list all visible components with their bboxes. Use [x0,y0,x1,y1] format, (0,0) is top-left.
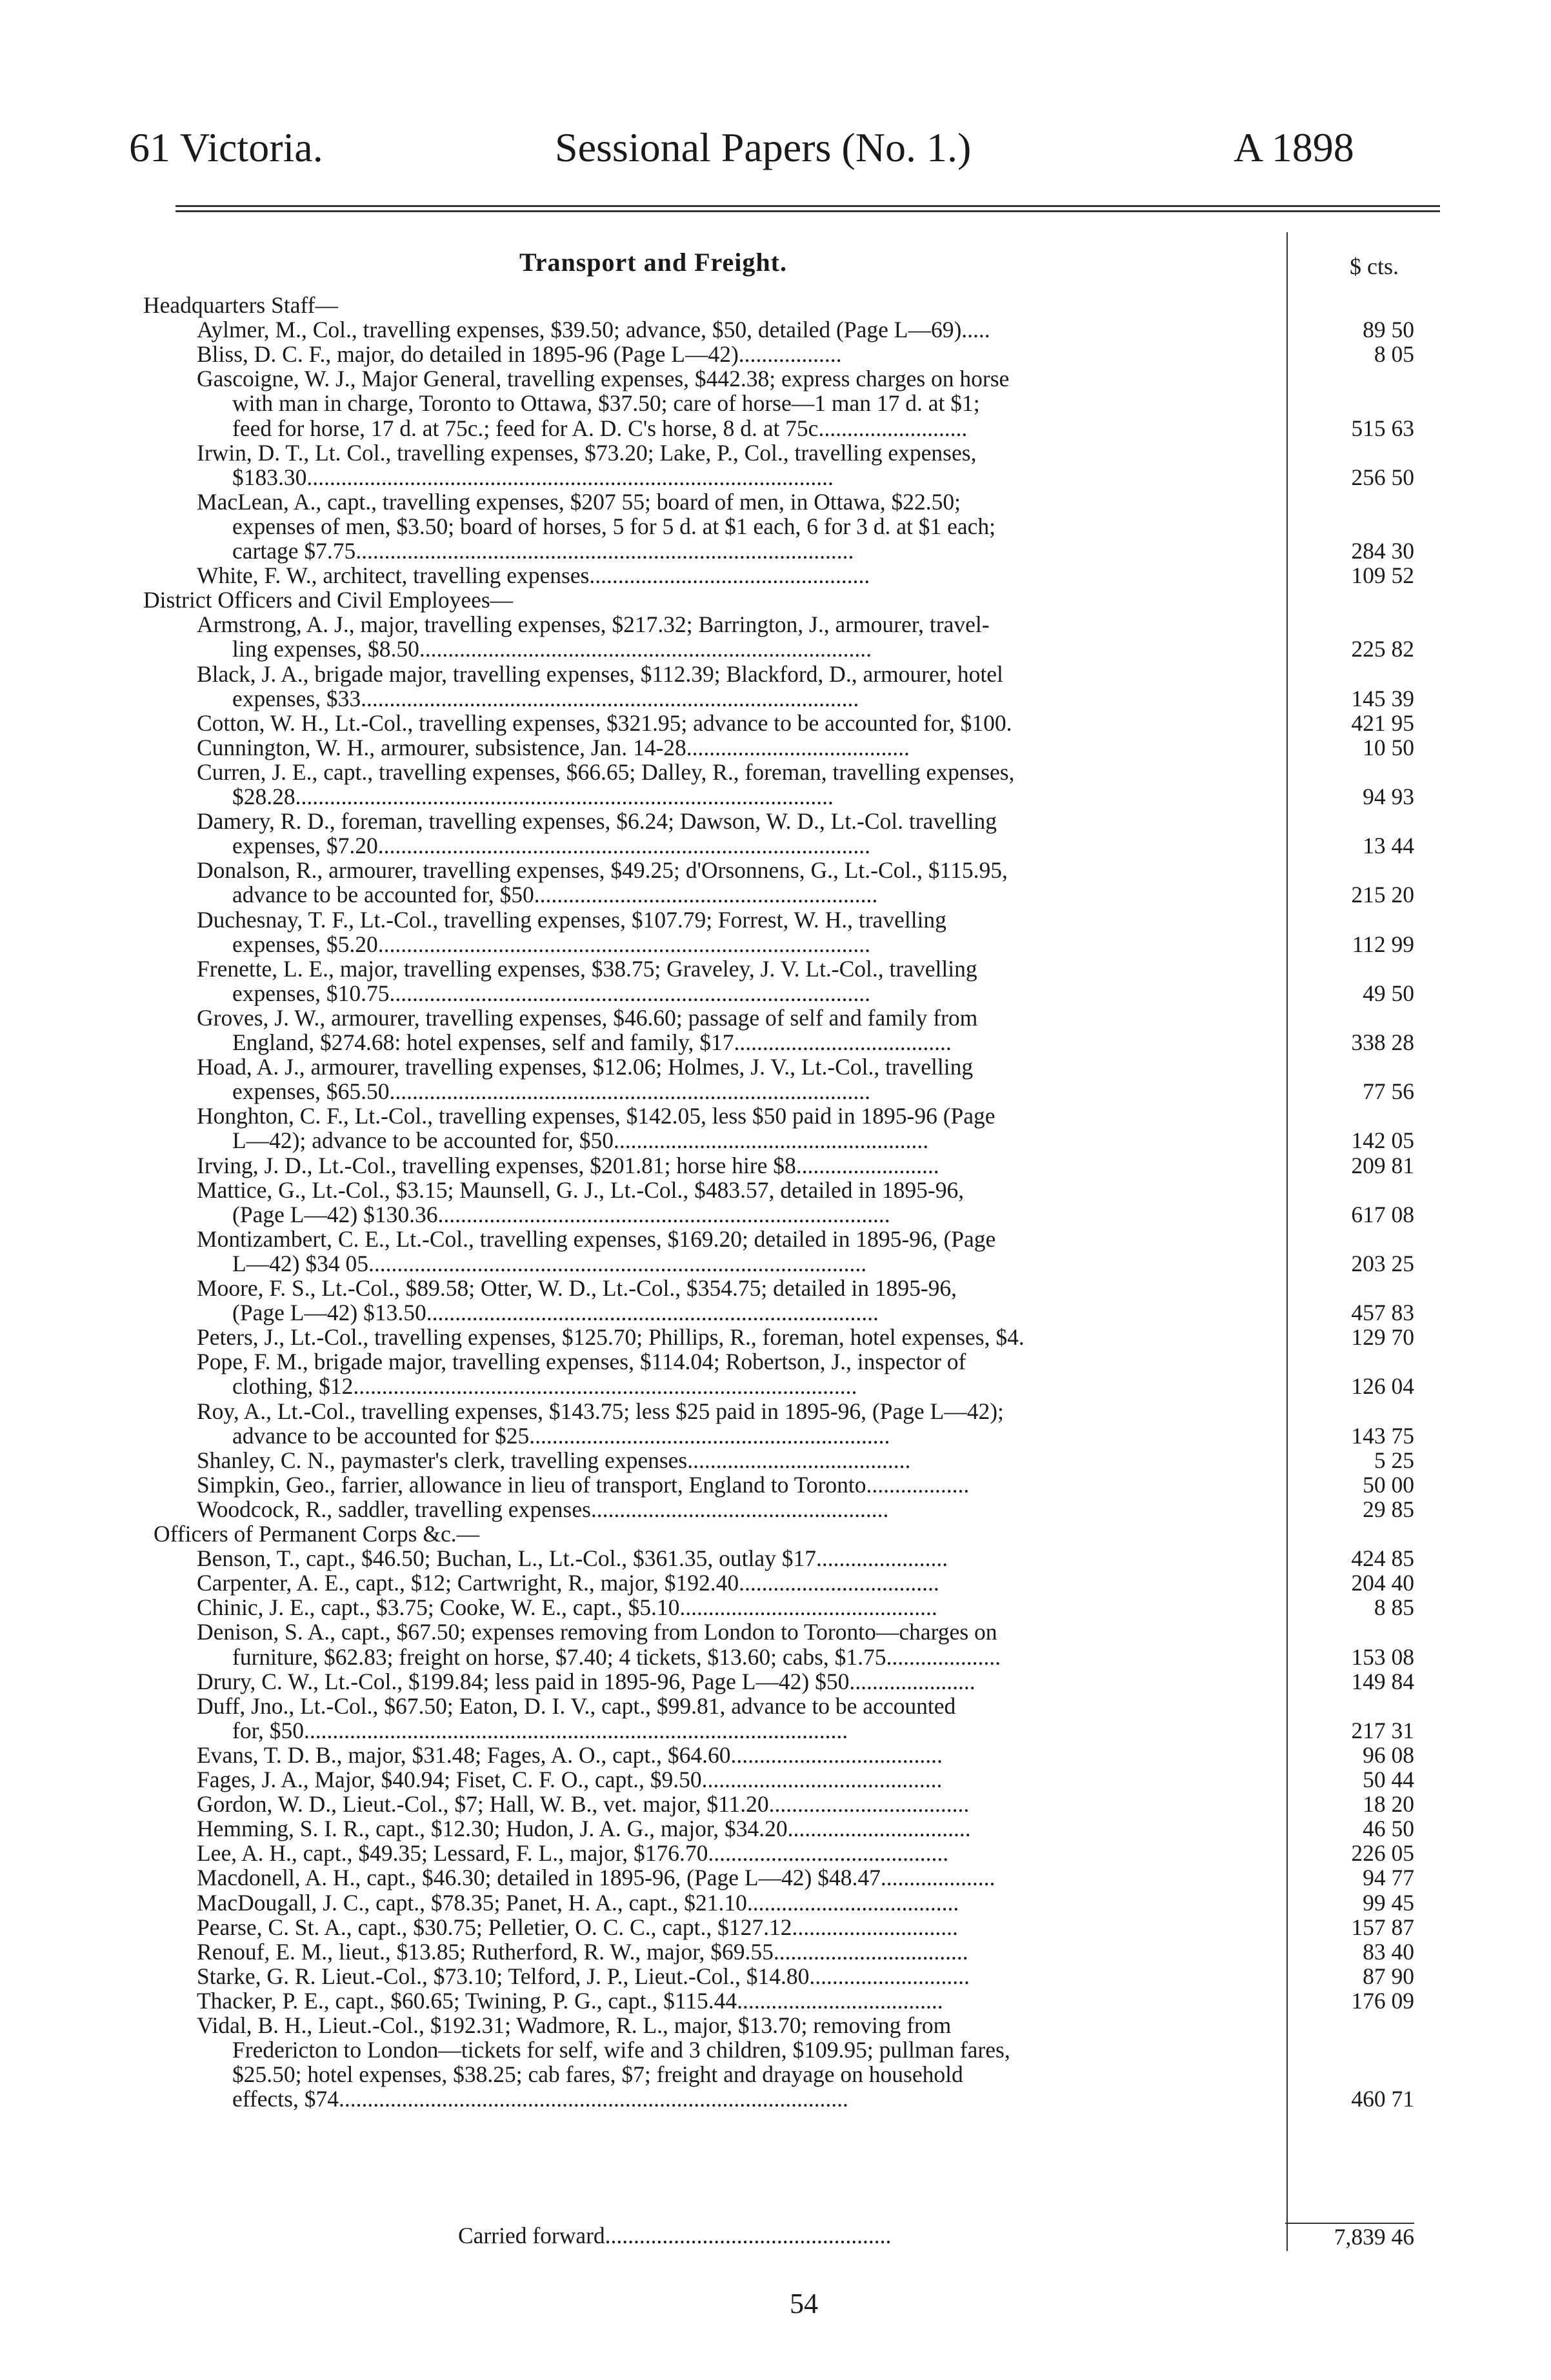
ledger-line-text: Gordon, W. D., Lieut.-Col., $7; Hall, W. B., vet. major, $11.20................................... [197,1791,970,1817]
ledger-line-text: clothing, $12........................................................................................ [232,1373,857,1399]
ledger-line-text: Denison, S. A., capt., $67.50; expenses removing from London to Toronto—charges on [197,1619,997,1645]
ledger-line-amount: 8 05 [1374,341,1414,367]
ledger-line-amount: 209 81 [1351,1153,1414,1178]
ledger-line-amount: 460 71 [1351,2086,1414,2112]
ledger-line-text: Cotton, W. H., Lt.-Col., travelling expenses, $321.95; advance to be accounted for, $100. [197,710,1012,736]
ledger-line-text: Simpkin, Geo., farrier, allowance in lieu of transport, England to Toronto.................. [197,1472,970,1498]
ledger-line-amount: 13 44 [1363,833,1414,858]
ledger-line-amount: 143 75 [1351,1423,1414,1449]
ledger-line-amount: 149 84 [1351,1669,1414,1694]
ledger-line-text: expenses, $5.20...................................................................................... [232,931,871,957]
ledger-line-amount: 256 50 [1351,464,1414,490]
ledger-line-text: Groves, J. W., armourer, travelling expenses, $46.60; passage of self and family from [197,1005,978,1031]
ledger-line-text: Armstrong, A. J., major, travelling expenses, $217.32; Barrington, J., armourer, travel- [197,611,990,637]
ledger-line-text: Peters, J., Lt.-Col., travelling expenses, $125.70; Phillips, R., foreman, hotel expenses, $4. [197,1324,1025,1350]
ledger-line-text: Lee, A. H., capt., $49.35; Lessard, F. L., major, $176.70.......................................... [197,1840,949,1866]
ledger-line-text: feed for horse, 17 d. at 75c.; feed for A. D. C's horse, 8 d. at 75c.......................... [232,415,968,441]
ledger-line-text: furniture, $62.83; freight on horse, $7.40; 4 tickets, $13.60; cabs, $1.75.................... [232,1644,1001,1670]
ledger-line-text: Macdonell, A. H., capt., $46.30; detailed in 1895-96, (Page L—42) $48.47.................... [197,1865,996,1890]
ledger-line-amount: 145 39 [1351,686,1414,711]
ledger-line-text: cartage $7.75....................................................................................... [232,538,854,564]
ledger-line-text: for, $50............................................................................................... [232,1718,848,1743]
ledger-line-amount: 10 50 [1363,735,1414,760]
ledger-line-text: expenses of men, $3.50; board of horses, 5 for 5 d. at $1 each, 6 for 3 d. at $1 each; [232,513,996,539]
ledger-line-amount: 204 40 [1351,1570,1414,1596]
ledger-line-text: Thacker, P. E., capt., $60.65; Twining, P. G., capt., $115.44.................................... [197,1988,943,2014]
ledger-line-text: (Page L—42) $130.36............................................................................... [232,1202,890,1227]
ledger-line-amount: 424 85 [1351,1545,1414,1571]
ledger-line-text: Fredericton to London—tickets for self, wife and 3 children, $109.95; pullman fares, [232,2037,1010,2063]
ledger-line-text: advance to be accounted for, $50............................................................ [232,882,878,907]
ledger-line-amount: 50 00 [1363,1472,1414,1498]
ledger-line-text: expenses, $10.75.................................................................................... [232,980,871,1006]
header-session: 61 Victoria. [129,124,323,170]
ledger-line-text: Shanley, C. N., paymaster's clerk, travelling expenses....................................... [197,1447,911,1473]
ledger-line-text: Duff, Jno., Lt.-Col., $67.50; Eaton, D. I. V., capt., $99.81, advance to be accounted [197,1693,956,1719]
ledger-line-text: advance to be accounted for $25............................................................... [232,1423,890,1449]
ledger-line-text: Roy, A., Lt.-Col., travelling expenses, $143.75; less $25 paid in 1895-96, (Page L—42); [197,1398,1004,1424]
ledger-line-text: with man in charge, Toronto to Ottawa, $37.50; care of horse—1 man 17 d. at $1; [232,390,980,416]
ledger-line-amount: 96 08 [1363,1742,1414,1768]
amount-units: $ cts. [1350,253,1399,279]
ledger-line-amount: 217 31 [1351,1718,1414,1743]
ledger-line-amount: 46 50 [1363,1816,1414,1841]
ledger-line-text: Black, J. A., brigade major, travelling expenses, $112.39; Blackford, D., armourer, hotel [197,661,1003,687]
ledger-line-text: $183.30............................................................................................ [232,464,834,490]
ledger-line-amount: 50 44 [1363,1767,1414,1792]
ledger-line-text: Moore, F. S., Lt.-Col., $89.58; Otter, W. D., Lt.-Col., $354.75; detailed in 1895-96, [197,1275,957,1301]
page-number: 54 [790,2288,818,2319]
ledger-line-text: Headquarters Staff— [143,292,338,318]
ledger-line-text: Bliss, D. C. F., major, do detailed in 1895-96 (Page L—42).................. [197,341,842,367]
ledger-line-text: Pearse, C. St. A., capt., $30.75; Pelletier, O. C. C., capt., $127.12............................. [197,1914,958,1940]
ledger-line-amount: 29 85 [1363,1496,1414,1522]
ledger-line-text: Renouf, E. M., lieut., $13.85; Rutherford, R. W., major, $69.55.................................. [197,1939,968,1965]
ledger-line-text: expenses, $33....................................................................................... [232,686,859,711]
section-title: Transport and Freight. [519,248,787,277]
ledger-line-text: Honghton, C. F., Lt.-Col., travelling expenses, $142.05, less $50 paid in 1895-96 (Page [197,1103,996,1129]
ledger-line-text: Pope, F. M., brigade major, travelling expenses, $114.04; Robertson, J., inspector of [197,1349,966,1374]
ledger-line-text: Aylmer, M., Col., travelling expenses, $39.50; advance, $50, detailed (Page L—69)..... [197,317,990,342]
ledger-line-text: White, F. W., architect, travelling expenses................................................. [197,562,870,588]
ledger-line-text: District Officers and Civil Employees— [143,587,514,613]
ledger-line-amount: 617 08 [1351,1202,1414,1227]
ledger-line-text: MacLean, A., capt., travelling expenses, $207 55; board of men, in Ottawa, $22.50; [197,489,961,515]
ledger-line-text: Carpenter, A. E., capt., $12; Cartwright, R., major, $192.40................................... [197,1570,939,1596]
ledger-line-text: Cunnington, W. H., armourer, subsistence, Jan. 14-28....................................... [197,735,910,760]
ledger-line-text: L—42); advance to be accounted for, $50....................................................... [232,1127,929,1153]
ledger-line-text: expenses, $7.20...................................................................................... [232,833,871,858]
ledger-line-text: Fages, J. A., Major, $40.94; Fiset, C. F. O., capt., $9.50.......................................... [197,1767,943,1792]
ledger-line-amount: 49 50 [1363,980,1414,1006]
ledger-line-amount: 83 40 [1363,1939,1414,1965]
ledger-line-amount: 215 20 [1351,882,1414,907]
ledger-line-text: Duchesnay, T. F., Lt.-Col., travelling expenses, $107.79; Forrest, W. H., travelling [197,907,946,933]
carried-forward-label: Carried forward.................................................. [458,2223,892,2248]
header-rule-bottom [175,210,1440,212]
header-year: A 1898 [1234,124,1354,170]
ledger-line-amount: 129 70 [1351,1324,1414,1350]
ledger-line-text: Irving, J. D., Lt.-Col., travelling expenses, $201.81; horse hire $8......................... [197,1153,939,1178]
ledger-line-text: Officers of Permanent Corps &c.— [154,1521,480,1547]
ledger-line-text: L—42) $34 05....................................................................................... [232,1251,867,1276]
ledger-line-text: Curren, J. E., capt., travelling expenses, $66.65; Dalley, R., foreman, travelling expenses, [197,759,1015,785]
ledger-line-amount: 18 20 [1363,1791,1414,1817]
ledger-line-amount: 284 30 [1351,538,1414,564]
ledger-line-amount: 457 83 [1351,1300,1414,1325]
ledger-line-text: Vidal, B. H., Lieut.-Col., $192.31; Wadmore, R. L., major, $13.70; removing from [197,2012,952,2038]
header-rule-top [175,205,1440,207]
ledger-line-amount: 109 52 [1351,562,1414,588]
ledger-line-amount: 112 99 [1352,931,1414,957]
ledger-line-amount: 176 09 [1351,1988,1414,2014]
ledger-line-text: Donalson, R., armourer, travelling expenses, $49.25; d'Orsonnens, G., Lt.-Col., $115.95, [197,857,1008,883]
ledger-line-amount: 203 25 [1351,1251,1414,1276]
ledger-line-amount: 226 05 [1351,1840,1414,1866]
ledger-line-amount: 87 90 [1363,1963,1414,1989]
ledger-line-text: expenses, $65.50.................................................................................... [232,1078,871,1104]
ledger-line-amount: 94 93 [1363,784,1414,809]
ledger-line-amount: 515 63 [1351,415,1414,441]
ledger-line-text: Hemming, S. I. R., capt., $12.30; Hudon, J. A. G., major, $34.20................................ [197,1816,971,1841]
ledger-line-amount: 99 45 [1363,1890,1414,1916]
ledger-line-text: $25.50; hotel expenses, $38.25; cab fares, $7; freight and drayage on household [232,2061,963,2087]
ledger-line-text: Gascoigne, W. J., Major General, travelling expenses, $442.38; express charges on horse [197,366,1010,392]
header-title: Sessional Papers (No. 1.) [555,124,972,170]
ledger-line-amount: 157 87 [1351,1914,1414,1940]
ledger-line-text: Hoad, A. J., armourer, travelling expenses, $12.06; Holmes, J. V., Lt.-Col., travelling [197,1054,974,1080]
ledger-line-amount: 5 25 [1374,1447,1414,1473]
ledger-line-amount: 126 04 [1351,1373,1414,1399]
ledger-line-text: Starke, G. R. Lieut.-Col., $73.10; Telford, J. P., Lieut.-Col., $14.80............................ [197,1963,970,1989]
ledger-line-amount: 338 28 [1351,1029,1414,1055]
ledger-line-text: Benson, T., capt., $46.50; Buchan, L., Lt.-Col., $361.35, outlay $17....................... [197,1545,948,1571]
ledger-line-text: $28.28.............................................................................................. [232,784,834,809]
ledger-line-amount: 89 50 [1363,317,1414,342]
ledger-line-amount: 77 56 [1363,1078,1414,1104]
ledger-line-text: Evans, T. D. B., major, $31.48; Fages, A. O., capt., $64.60..................................... [197,1742,943,1768]
ledger-line-text: Irwin, D. T., Lt. Col., travelling expenses, $73.20; Lake, P., Col., travelling expenses, [197,440,977,466]
ledger-line-amount: 8 85 [1374,1594,1414,1620]
ledger-line-amount: 421 95 [1351,710,1414,736]
ledger-line-text: Drury, C. W., Lt.-Col., $199.84; less paid in 1895-96, Page L—42) $50...................... [197,1669,976,1694]
ledger-line-amount: 142 05 [1351,1127,1414,1153]
ledger-line-text: Woodcock, R., saddler, travelling expenses.................................................... [197,1496,889,1522]
ledger-line-text: effects, $74......................................................................................... [232,2086,848,2112]
ledger-line-amount: 94 77 [1363,1865,1414,1890]
ledger-line-text: England, $274.68: hotel expenses, self and family, $17...................................... [232,1029,952,1055]
ledger-line-text: MacDougall, J. C., capt., $78.35; Panet, H. A., capt., $21.10..................................... [197,1890,959,1916]
ledger-line-text: Chinic, J. E., capt., $3.75; Cooke, W. E., capt., $5.10............................................. [197,1594,937,1620]
ledger-line-amount: 225 82 [1351,636,1414,662]
ledger-line-amount: 153 08 [1351,1644,1414,1670]
ledger-line-text: Damery, R. D., foreman, travelling expenses, $6.24; Dawson, W. D., Lt.-Col. travelling [197,808,997,834]
carried-forward-amount: 7,839 46 [1285,2223,1414,2250]
ledger-line-text: Montizambert, C. E., Lt.-Col., travelling expenses, $169.20; detailed in 1895-96, (Page [197,1226,996,1252]
ledger-line-text: Mattice, G., Lt.-Col., $3.15; Maunsell, G. J., Lt.-Col., $483.57, detailed in 1895-96, [197,1177,965,1203]
ledger-line-text: Frenette, L. E., major, travelling expenses, $38.75; Graveley, J. V. Lt.-Col., travelling [197,956,977,982]
ledger-line-text: ling expenses, $8.50............................................................................... [232,636,872,662]
ledger-line-text: (Page L—42) $13.50............................................................................... [232,1300,879,1325]
